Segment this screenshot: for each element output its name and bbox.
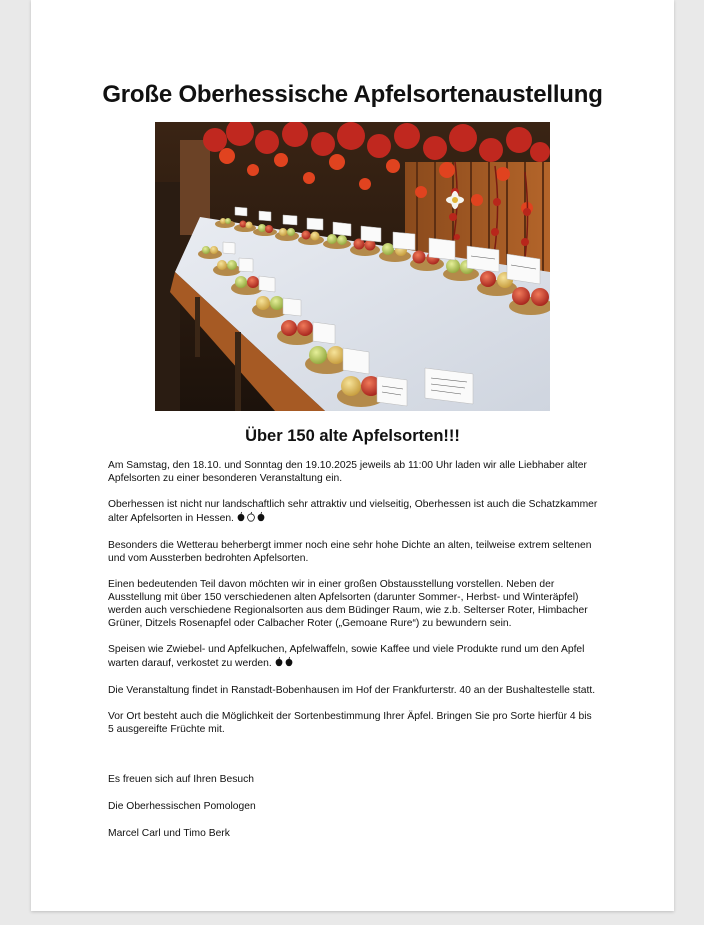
document-subtitle: Über 150 alte Apfelsorten!!! — [245, 427, 460, 445]
paragraph-oberhessen-text: Oberhessen ist nicht nur landschaftlich sehr attraktiv und vielseitig, Oberhessen ist auch die Schatzkammer alter Apfelsorten in Hessen. — [108, 499, 598, 524]
body-text — [108, 459, 598, 749]
document-title: Große Oberhessische Apfelsortenaustellung — [102, 81, 603, 108]
closing-greeting: Es freuen sich auf Ihren Besuch — [108, 774, 254, 785]
paragraph-ausstellung: Einen bedeutenden Teil davon möchten wir in einer großen Obstausstellung vorstellen. Neben der Ausstellung mit über 150 verschiedenen alten Apfelsorten (darunter Sommer-, Herbst- und Winteräpfel) werden auch verschiedene Regionalsorten aus dem Büdinger Raum, wie z.b. Selterser Roter, Himbacher Grüner, Ditzels Rosenapfel oder Calbacher Roter („Gemoane Rure“) zu bewundern sein. — [108, 579, 588, 629]
apple-exhibition-photo — [155, 122, 550, 411]
paragraph-dates: Am Samstag, den 18.10. und Sonntag den 19.10.2025 jeweils ab 11:00 Uhr laden wir alle Liebhaber alter Apfelsorten zu einer besonderen Veranstaltung ein. — [108, 460, 587, 484]
paragraph-ort: Die Veranstaltung findet in Ranstadt-Bobenhausen im Hof der Frankfurterstr. 40 an der Bushaltestelle statt. — [108, 685, 596, 696]
closing-block — [108, 773, 598, 854]
apple-icons — [236, 511, 266, 526]
paragraph-wetterau: Besonders die Wetterau beherbergt immer noch eine sehr hohe Dichte an alten, teilweise extrem seltenen und vom Aussterben bedrohten Apfelsorten. — [108, 540, 592, 564]
closing-signatories: Marcel Carl und Timo Berk — [108, 828, 230, 839]
document-page — [31, 0, 674, 911]
closing-organization: Die Oberhessischen Pomologen — [108, 801, 256, 812]
paragraph-oberhessen — [108, 498, 598, 526]
paragraph-sortenbestimmung: Vor Ort besteht auch die Möglichkeit der Sortenbestimmung Ihrer Äpfel. Bringen Sie pro Sorte hierfür 4 bis 5 ausgereifte Früchte mit. — [108, 711, 592, 735]
apple-icons — [274, 656, 294, 671]
paragraph-speisen — [108, 643, 598, 671]
paragraph-speisen-text: Speisen wie Zwiebel- und Apfelkuchen, Apfelwaffeln, sowie Kaffee und viele Produkte rund um den Apfel warten darauf, verkostet zu werden. — [108, 644, 585, 669]
